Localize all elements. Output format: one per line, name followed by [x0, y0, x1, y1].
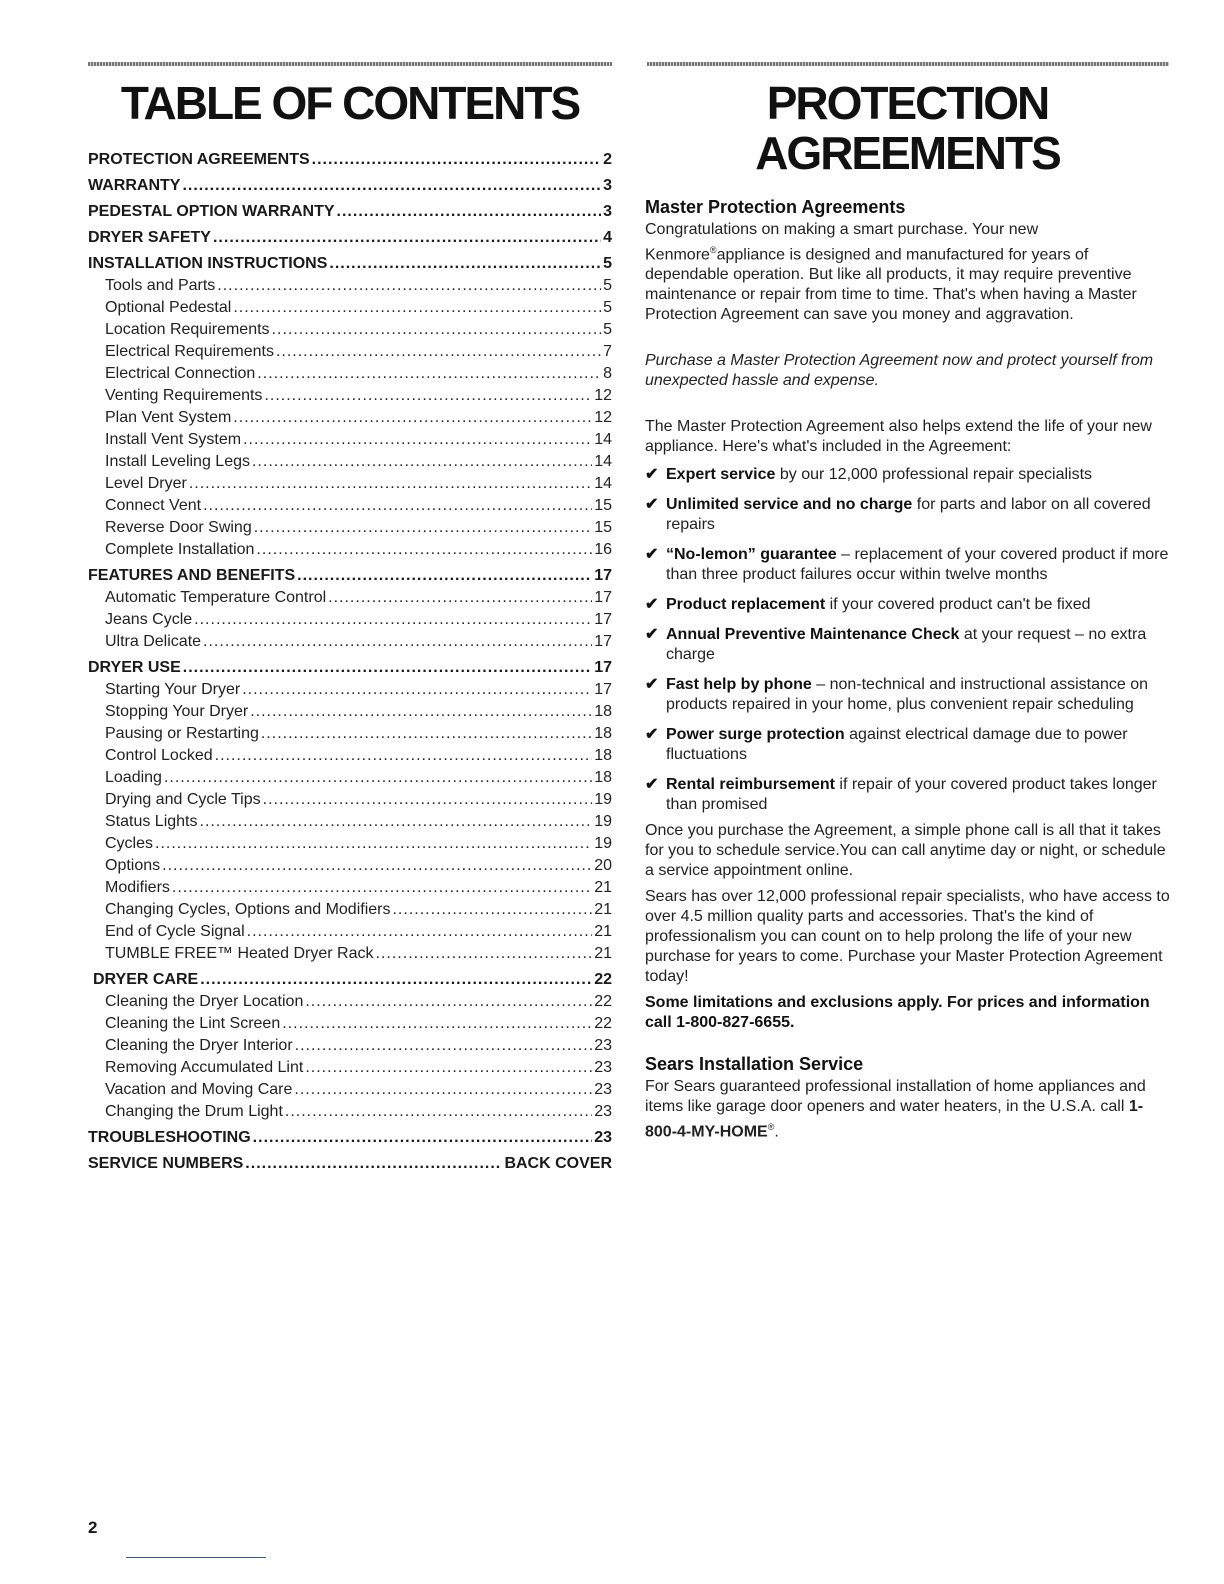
toc-entry-page: 2 [603, 151, 612, 168]
toc-entry-leader [329, 252, 601, 275]
toc-entry-page: 23 [594, 1081, 612, 1098]
toc-entry[interactable] [88, 1057, 612, 1079]
toc-entry-leader [164, 767, 592, 789]
toc-entry-leader [162, 855, 592, 877]
toc-entry-page: 15 [594, 519, 612, 536]
toc-entry-title: Removing Accumulated Lint [105, 1059, 304, 1076]
toc-entry-leader [217, 275, 601, 297]
toc-entry-page: 8 [603, 365, 612, 382]
toc-entry-leader [282, 1013, 592, 1035]
toc-entry-leader [245, 1152, 502, 1175]
install-reg-mark: ® [767, 1122, 775, 1133]
toc-entry-leader [172, 877, 592, 899]
toc-entry[interactable] [88, 855, 612, 877]
toc-entry-page: 19 [594, 813, 612, 830]
toc-entry-leader [203, 631, 592, 653]
page-number: 2 [88, 1518, 98, 1537]
toc-entry-title: Connect Vent [105, 497, 202, 514]
toc-entry[interactable] [88, 226, 612, 249]
toc-entry[interactable] [88, 200, 612, 223]
toc-entry-page: 19 [594, 791, 612, 808]
toc-entry-title: Options [105, 857, 161, 874]
protection-title [645, 78, 1170, 178]
benefit-description: for parts and labor on all covered repairs [666, 496, 1151, 534]
checkmark-icon: ✔ [645, 676, 659, 694]
install-text: For Sears guaranteed professional installation of home appliances and items like garage door openers and water heaters, in the U.S.A. call [645, 1078, 1146, 1116]
protection-title-line1: PROTECTION [766, 77, 1049, 129]
toc-entry[interactable] [88, 363, 612, 385]
italic-note: Purchase a Master Protection Agreement now and protect yourself from unexpected hassle and expense. [645, 352, 1154, 390]
toc-entry-title: DRYER SAFETY [88, 229, 211, 246]
toc-entry-leader [200, 968, 592, 991]
toc-entry[interactable] [88, 252, 612, 275]
benefit-text [666, 775, 1170, 815]
toc-entry-page: 18 [594, 703, 612, 720]
benefit-title: Unlimited service and no charge [666, 496, 913, 514]
extend-paragraph: The Master Protection Agreement also helps extend the life of your new appliance. Here's what's included in the Agreement: [645, 418, 1152, 456]
toc-entry-page: 22 [594, 1015, 612, 1032]
toc-entry-title: WARRANTY [88, 177, 181, 194]
toc-entry[interactable] [88, 609, 612, 631]
toc-entry-title: Cycles [105, 835, 154, 852]
toc-entry[interactable] [88, 767, 612, 789]
toc-entry[interactable] [88, 701, 612, 723]
toc-entry[interactable] [88, 723, 612, 745]
toc-entry-page: 5 [603, 299, 612, 316]
toc-entry-title: PROTECTION AGREEMENTS [88, 151, 310, 168]
toc-entry[interactable] [88, 275, 612, 297]
toc-entry[interactable] [88, 921, 612, 943]
toc-entry-title: Stopping Your Dryer [105, 703, 249, 720]
toc-entry-title: Drying and Cycle Tips [105, 791, 261, 808]
toc-entry-page: 22 [594, 993, 612, 1010]
top-rule-left [88, 62, 612, 66]
toc-entry-title: INSTALLATION INSTRUCTIONS [88, 255, 328, 272]
toc-entry-leader [257, 363, 601, 385]
toc-entry-page: 14 [594, 475, 612, 492]
benefit-description: if repair of your covered product takes longer than promised [666, 776, 1157, 814]
benefit-list [645, 465, 1170, 815]
toc-entry-leader [256, 539, 592, 561]
toc-entry-title: Loading [105, 769, 162, 786]
toc-entry-page: 23 [594, 1059, 612, 1076]
checkmark-icon: ✔ [645, 776, 659, 794]
toc-entry[interactable] [88, 833, 612, 855]
checkmark-icon: ✔ [645, 466, 659, 484]
toc-entry-leader [243, 429, 592, 451]
toc-entry[interactable] [88, 1101, 612, 1123]
toc-entry-page: 14 [594, 431, 612, 448]
toc-entry-title: Cleaning the Lint Screen [105, 1015, 281, 1032]
toc-entry[interactable] [88, 429, 612, 451]
intro-paragraph [645, 220, 1170, 325]
toc-entry-page: 22 [594, 971, 612, 988]
benefit-description: against electrical damage due to power fluctuations [666, 726, 1128, 764]
toc-entry-leader [272, 319, 602, 341]
toc-entry-leader [200, 811, 593, 833]
toc-entry-leader [253, 1126, 593, 1149]
toc-entry-leader [295, 1035, 593, 1057]
toc-entry-page: 23 [594, 1103, 612, 1120]
benefit-title: Expert service [666, 466, 776, 484]
toc-entry[interactable] [88, 564, 612, 587]
toc-entry-page: 20 [594, 857, 612, 874]
toc-entry-title: Tools and Parts [105, 277, 216, 294]
toc-entry-title: Vacation and Moving Care [105, 1081, 293, 1098]
sears-paragraph: Sears has over 12,000 professional repair specialists, who have access to over 4.5 million quality parts and accessories. That's the kind of professionalism you can count on to help prolong the life of your new purchase for years to come. Purchase your Master Protection Agreement today! [645, 888, 1170, 986]
toc-entry[interactable] [88, 789, 612, 811]
toc-entry-title: TROUBLESHOOTING [88, 1129, 251, 1146]
toc-entry-title: Jeans Cycle [105, 611, 193, 628]
toc-entry[interactable] [88, 473, 612, 495]
benefit-title: Annual Preventive Maintenance Check [666, 626, 960, 644]
toc-entry-title: Ultra Delicate [105, 633, 202, 650]
toc-entry-leader [305, 991, 592, 1013]
toc-entry-leader [233, 297, 601, 319]
install-end: . [774, 1123, 779, 1141]
installation-paragraph [645, 1077, 1170, 1142]
toc-entry-leader [183, 656, 592, 679]
checkmark-icon: ✔ [645, 626, 659, 644]
toc-entry[interactable] [88, 811, 612, 833]
toc-entry-title: Location Requirements [105, 321, 270, 338]
toc-entry-title: Cleaning the Dryer Location [105, 993, 304, 1010]
checkmark-icon: ✔ [645, 546, 659, 564]
toc-entry[interactable] [88, 495, 612, 517]
toc-entry-leader [155, 833, 592, 855]
toc-entry-page: 18 [594, 747, 612, 764]
toc-entry[interactable] [88, 539, 612, 561]
toc-entry[interactable] [88, 877, 612, 899]
install-phone: 1-800-4-MY-HOME [645, 1098, 1144, 1141]
toc-entry-leader [305, 1057, 592, 1079]
toc-entry-page: 5 [603, 255, 612, 272]
installation-service-heading: Sears Installation Service [645, 1054, 864, 1075]
toc-entry[interactable] [88, 517, 612, 539]
benefit-item [645, 675, 1170, 715]
toc-entry-title: FEATURES AND BENEFITS [88, 567, 296, 584]
toc-entry-title: Electrical Connection [105, 365, 256, 382]
top-rule-right [647, 62, 1169, 66]
toc-entry-title: PEDESTAL OPTION WARRANTY [88, 203, 335, 220]
toc-entry-page: 21 [594, 901, 612, 918]
toc-entry-title: Automatic Temperature Control [105, 589, 327, 606]
toc-entry-leader [203, 495, 592, 517]
toc-entry[interactable] [88, 385, 612, 407]
toc-entry-page: 18 [594, 725, 612, 742]
toc-entry-title: Changing the Drum Light [105, 1103, 283, 1120]
intro-part2: appliance is designed and manufactured for years of dependable operation. But like all products, it may require preventive maintenance or repair from time to time. That's when having a Master Protection Agreement can save you money and aggravation. [645, 246, 1137, 324]
toc-entry-page: 14 [594, 453, 612, 470]
benefit-text [666, 495, 1170, 535]
toc-entry[interactable] [88, 1035, 612, 1057]
toc-entry-leader [297, 564, 592, 587]
toc-entry-page: 16 [594, 541, 612, 558]
toc-entry-title: Modifiers [105, 879, 170, 896]
toc-entry-leader [194, 609, 592, 631]
toc-entry[interactable] [88, 148, 612, 171]
toc-entry-leader [213, 226, 601, 249]
benefit-item [645, 725, 1170, 765]
toc-entry-leader [264, 385, 592, 407]
toc-title: TABLE OF CONTENTS [120, 77, 580, 129]
toc-entry-page: 4 [603, 229, 612, 246]
benefit-description: – replacement of your covered product if more than three product failures occur within twelve months [666, 546, 1169, 584]
toc-entry-leader [376, 943, 593, 965]
footer-rule [126, 1557, 266, 1558]
toc-entry[interactable] [88, 1079, 612, 1101]
toc-entry-page: 17 [594, 681, 612, 698]
toc-entry-title: Cleaning the Dryer Interior [105, 1037, 293, 1054]
benefit-description: by our 12,000 professional repair specialists [775, 466, 1093, 484]
toc-entry-leader [261, 723, 592, 745]
benefit-title: Fast help by phone [666, 676, 812, 694]
toc-entry[interactable] [88, 587, 612, 609]
toc-entry-leader [242, 679, 592, 701]
protection-title-line2: AGREEMENTS [755, 127, 1060, 179]
toc-entry-leader [263, 789, 593, 811]
checkmark-icon: ✔ [645, 596, 659, 614]
toc-entry[interactable] [88, 407, 612, 429]
toc-entry-page: 21 [594, 879, 612, 896]
toc-entry-title: Pausing or Restarting [105, 725, 259, 742]
toc-entry[interactable] [88, 679, 612, 701]
table-of-contents [88, 78, 612, 1175]
intro-part1: Congratulations on making a smart purchase. Your new Kenmore [645, 221, 1039, 264]
toc-entry-leader [215, 745, 593, 767]
toc-entry-title: TUMBLE FREE™ Heated Dryer Rack [105, 945, 374, 962]
limitations-note: Some limitations and exclusions apply. For prices and information call 1-800-827-6655. [645, 994, 1150, 1032]
toc-entry-leader [337, 200, 602, 223]
toc-entry[interactable] [88, 656, 612, 679]
toc-entry-page: 17 [594, 589, 612, 606]
toc-entry[interactable] [88, 991, 612, 1013]
toc-entry-title: End of Cycle Signal [105, 923, 245, 940]
toc-entry[interactable] [88, 968, 612, 991]
master-protection-heading: Master Protection Agreements [645, 197, 906, 217]
toc-entry-page: 15 [594, 497, 612, 514]
toc-entry-page: 19 [594, 835, 612, 852]
toc-entry[interactable] [88, 174, 612, 197]
toc-entry[interactable] [88, 451, 612, 473]
toc-entry-leader [182, 174, 601, 197]
toc-entry-title: Optional Pedestal [105, 299, 232, 316]
toc-entry[interactable] [88, 341, 612, 363]
toc-entry-page: 5 [603, 277, 612, 294]
toc-entry-page: 12 [594, 387, 612, 404]
benefit-item [645, 775, 1170, 815]
benefit-title: Power surge protection [666, 726, 845, 744]
purchase-paragraph: Once you purchase the Agreement, a simple phone call is all that it takes for you to schedule service.You can call anytime day or night, or schedule a service appointment online. [645, 822, 1166, 880]
toc-entry-title: Install Vent System [105, 431, 242, 448]
toc-entry-title: Changing Cycles, Options and Modifiers [105, 901, 391, 918]
toc-entry-page: 3 [603, 177, 612, 194]
toc-entry-leader [250, 701, 592, 723]
toc-entry-title: Status Lights [105, 813, 198, 830]
benefit-description: if your covered product can't be fixed [825, 596, 1091, 614]
toc-entry-title: DRYER CARE [93, 971, 199, 988]
benefit-text [666, 545, 1170, 585]
protection-agreements [645, 78, 1170, 1143]
toc-entry-page: 18 [594, 769, 612, 786]
toc-entry-title: Control Locked [105, 747, 213, 764]
toc-entry-leader [233, 407, 592, 429]
toc-entry-page: 17 [594, 633, 612, 650]
toc-entry-title: DRYER USE [88, 659, 181, 676]
toc-entry-page: 5 [603, 321, 612, 338]
intro-reg-mark: ® [709, 245, 717, 255]
benefit-text [666, 725, 1170, 765]
toc-entry-leader [392, 899, 592, 921]
toc-entry-page: 17 [594, 659, 612, 676]
toc-entry-leader [285, 1101, 592, 1123]
toc-entry-leader [312, 148, 601, 171]
toc-entry-leader [276, 341, 601, 363]
toc-entry[interactable] [88, 319, 612, 341]
toc-entry-title: Reverse Door Swing [105, 519, 252, 536]
toc-entry-leader [189, 473, 592, 495]
toc-entry[interactable] [88, 943, 612, 965]
toc-entry-title: Starting Your Dryer [105, 681, 241, 698]
toc-entry-page: 12 [594, 409, 612, 426]
toc-entry-page: 21 [594, 945, 612, 962]
toc-entry-title: SERVICE NUMBERS [88, 1155, 244, 1172]
benefit-item [645, 495, 1170, 535]
toc-entry[interactable] [88, 631, 612, 653]
checkmark-icon: ✔ [645, 496, 659, 514]
benefit-item [645, 545, 1170, 585]
toc-entry-leader [252, 451, 592, 473]
toc-entry[interactable] [88, 297, 612, 319]
benefit-title: “No-lemon” guarantee [666, 546, 837, 564]
toc-entry-page: 7 [603, 343, 612, 360]
checkmark-icon: ✔ [645, 726, 659, 744]
benefit-description: at your request – no extra charge [666, 626, 1147, 664]
benefit-text [666, 625, 1170, 665]
benefit-item [645, 595, 1170, 615]
toc-entry-page: 17 [594, 567, 612, 584]
toc-entry[interactable] [88, 1126, 612, 1149]
toc-entry-title: Venting Requirements [105, 387, 263, 404]
toc-entry-page: BACK COVER [504, 1155, 612, 1172]
benefit-text [666, 675, 1170, 715]
toc-entry-page: 21 [594, 923, 612, 940]
toc-entry-leader [254, 517, 592, 539]
toc-entry-page: 3 [603, 203, 612, 220]
toc-entry-leader [328, 587, 592, 609]
benefit-title: Product replacement [666, 596, 826, 614]
benefit-item [645, 625, 1170, 665]
toc-entry-title: Electrical Requirements [105, 343, 274, 360]
toc-entry-page: 23 [594, 1129, 612, 1146]
toc-entry[interactable] [88, 899, 612, 921]
toc-entry-title: Install Leveling Legs [105, 453, 250, 470]
toc-list [88, 148, 612, 1175]
benefit-item [645, 465, 1170, 485]
toc-entry-leader [294, 1079, 592, 1101]
benefit-description: – non-technical and instructional assistance on products repaired in your home, plus convenient repair scheduling [666, 676, 1148, 714]
toc-entry[interactable] [88, 1152, 612, 1175]
toc-entry[interactable] [88, 1013, 612, 1035]
toc-entry-title: Plan Vent System [105, 409, 232, 426]
toc-entry-page: 17 [594, 611, 612, 628]
toc-entry-page: 23 [594, 1037, 612, 1054]
toc-entry-title: Level Dryer [105, 475, 187, 492]
benefit-title: Rental reimbursement [666, 776, 835, 794]
toc-entry-leader [247, 921, 593, 943]
benefit-text [666, 465, 1092, 485]
toc-entry[interactable] [88, 745, 612, 767]
benefit-text [666, 595, 1091, 615]
toc-entry-title: Complete Installation [105, 541, 255, 558]
